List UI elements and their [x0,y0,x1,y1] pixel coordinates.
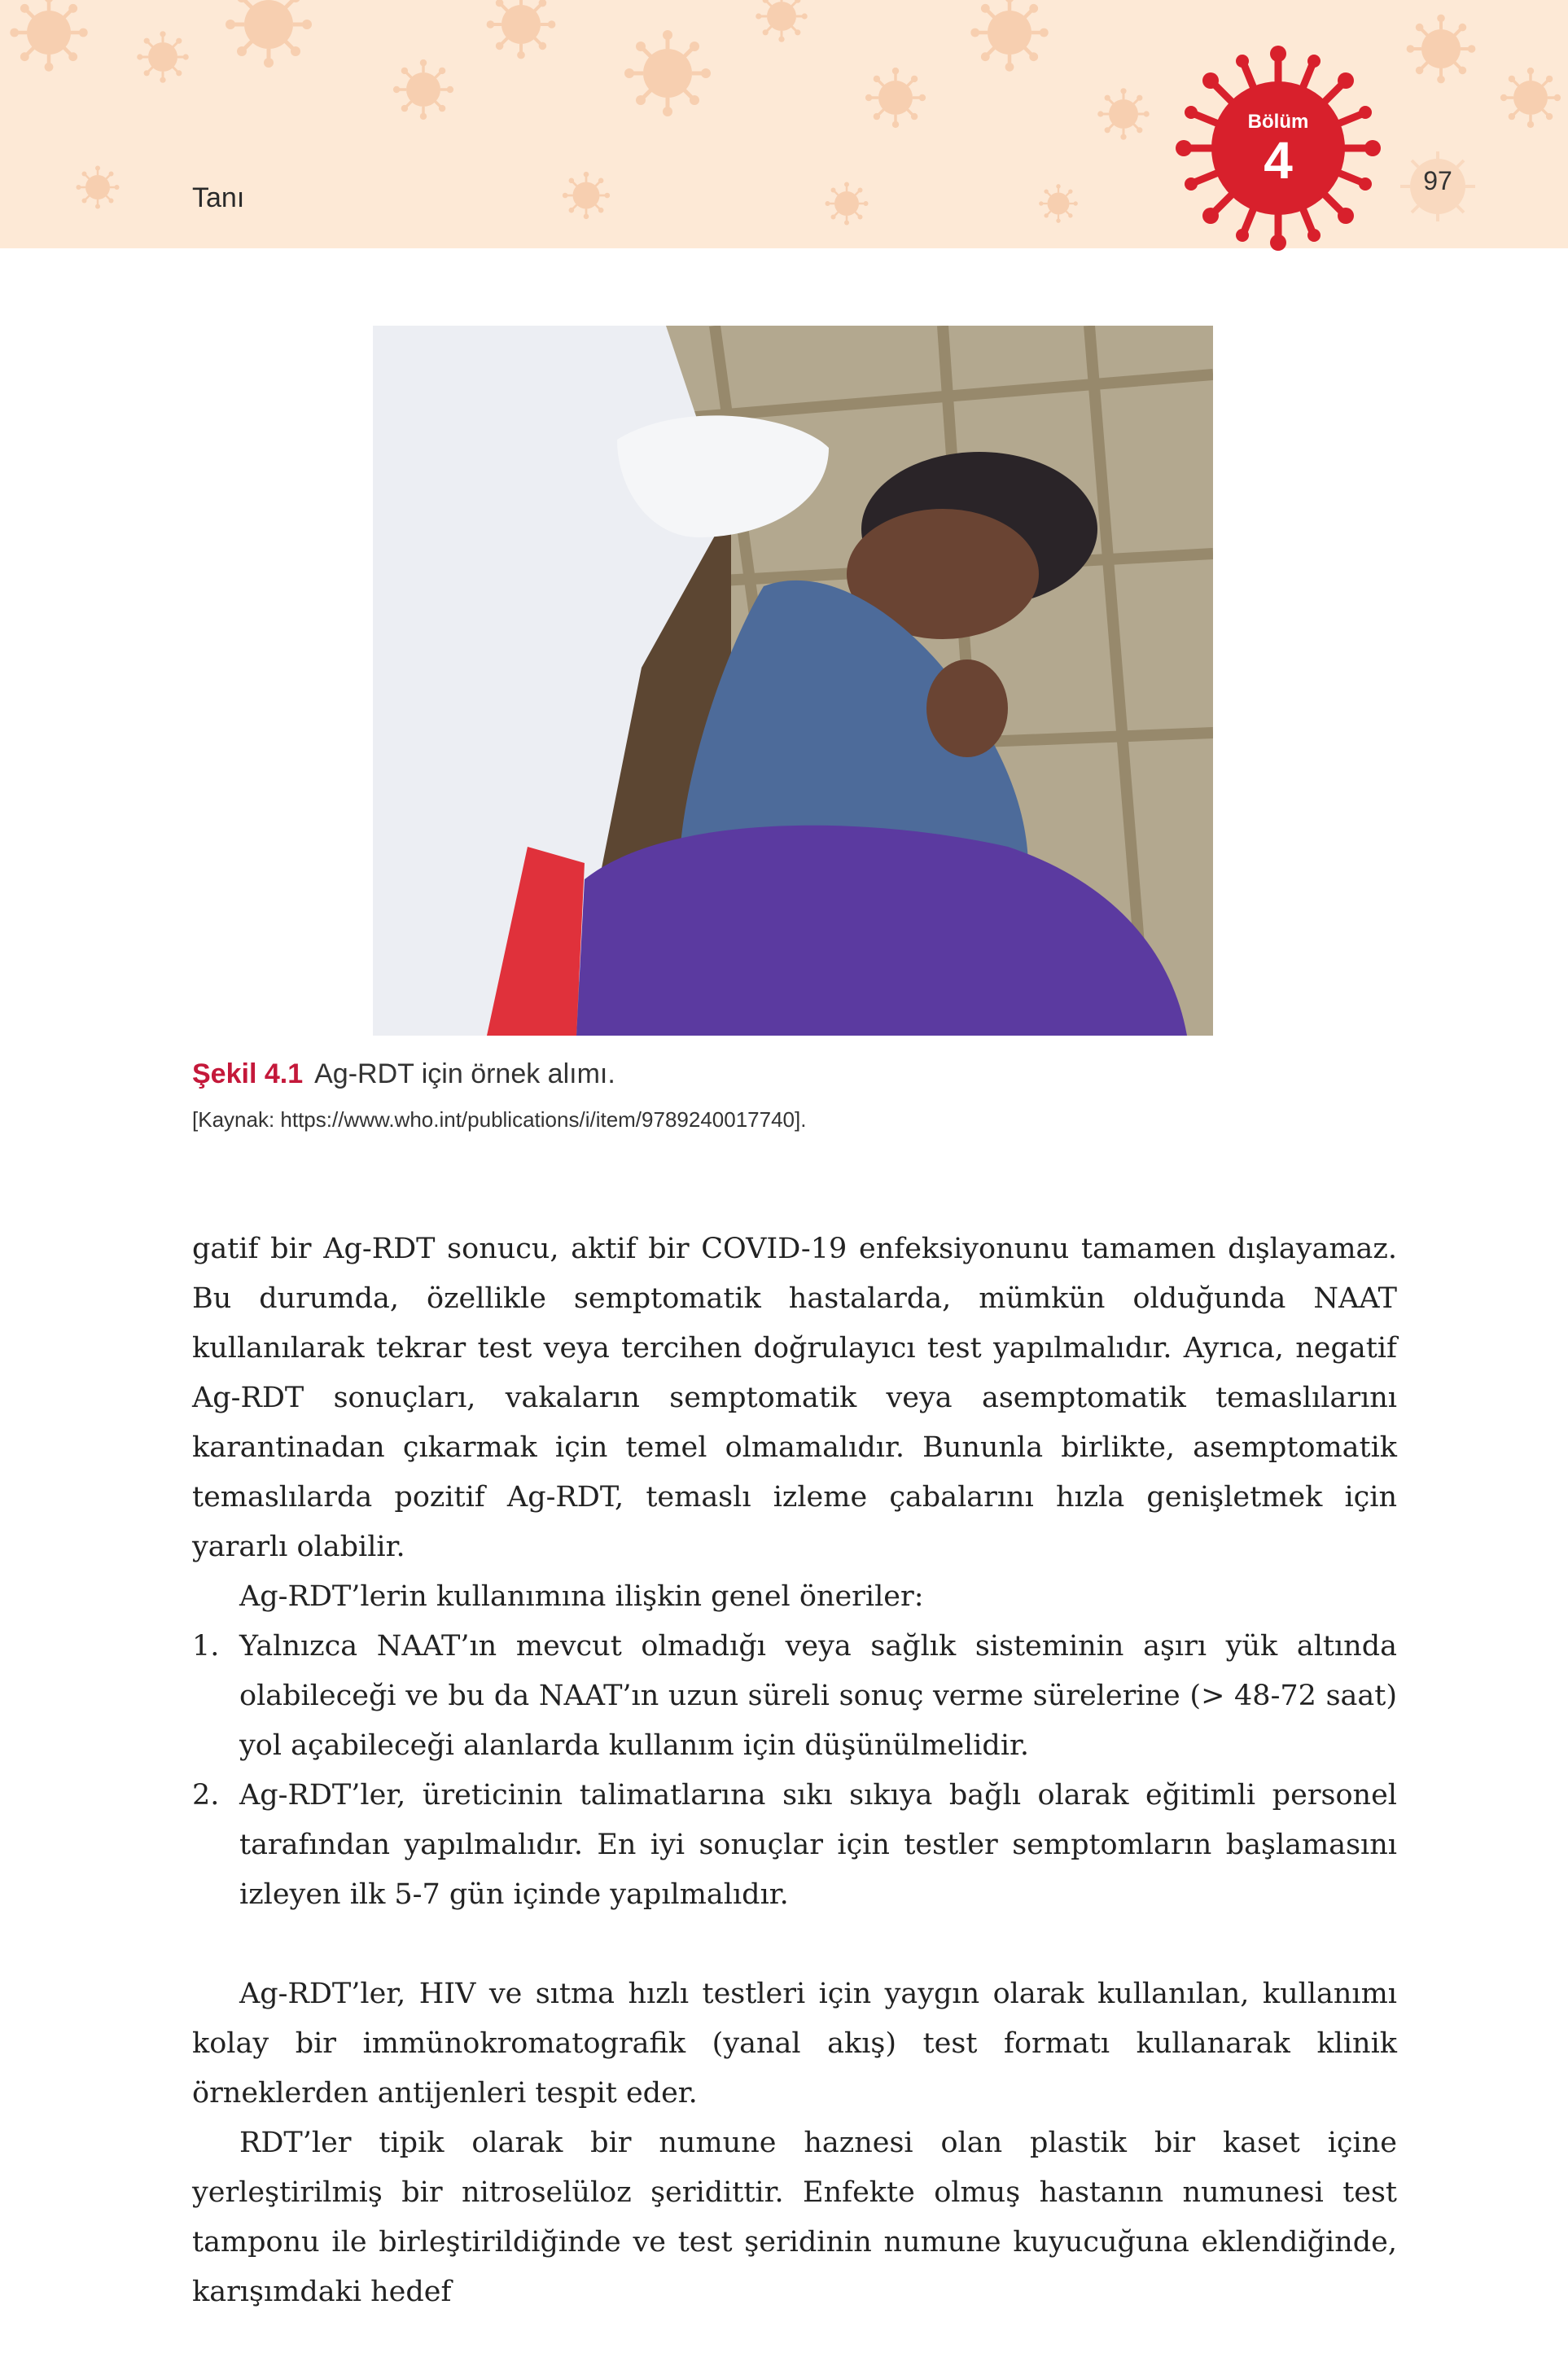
page-number: 97 [1423,166,1452,195]
paragraph: Ag-RDT’ler, HIV ve sıtma hızlı testleri için yaygın olarak kullanılan, kullanımı kolay bir immünokromatografik (yanal akış) test formatı kullanarak klinik örneklerden antijenleri tespit eder. [192,1978,1397,2110]
body-text [192,1225,1397,2317]
list-item-text: Ag-RDT’ler, üreticinin talimatlarına sıkı sıkıya bağlı olarak eğitimli personel tarafından yapılmalıdır. En iyi sonuçlar için testler semptomların başlamasını izleyen ilk 5-7 gün içinde yapılmalıdır. [239,1779,1397,1911]
list-item-text: Yalnızca NAAT’ın mevcut olmadığı veya sağlık sisteminin aşırı yük altında olabileceği ve bu da NAAT’ın uzun süreli sonuç verme sürelerine (> 48-72 saat) yol açabileceği alanlarda kullanım için düşünülmelidir. [239,1630,1397,1762]
section-title: Tanı [192,182,245,213]
swab-sampling-photo [373,326,1213,1036]
list-item [192,1622,1397,1771]
paragraph: Ag-RDT’lerin kullanımına ilişkin genel öneriler: [239,1580,924,1613]
paragraph: RDT’ler tipik olarak bir numune haznesi olan plastik bir kaset içine yerleştirilmiş bir nitroselüloz şeridittir. Enfekte olmuş hastanın numunesi test tamponu ile birleştirildiğinde ve test şeridinin numune kuyucuğuna eklendiğinde, karışımdaki hedef [192,2127,1397,2308]
figure-label: Şekil 4.1 [192,1058,304,1089]
paragraph: gatif bir Ag-RDT sonucu, aktif bir COVID-19 enfeksiyonunu tamamen dışlayamaz. Bu durumda, özellikle semptomatik hastalarda, mümkün olduğunda NAAT kullanılarak tekrar test veya tercihen doğrulayıcı test yapılmalıdır. Ayrıca, negatif Ag-RDT sonuçları, vakaların semptomatik veya asemptomatik temaslılarını karantinadan çıkarmak için temel olmamalıdır. Bununla birlikte, asemptomatik temaslılarda pozitif Ag-RDT, temaslı izleme çabalarını hızla genişletmek için yararlı olabilir. [192,1233,1397,1563]
figure-caption [192,1058,615,1090]
chapter-word: Bölüm [1247,111,1309,133]
figure-source: [Kaynak: https://www.who.int/publications/i/item/9789240017740]. [192,1107,807,1132]
figure-caption-text: Ag-RDT için örnek alımı. [314,1058,615,1089]
chapter-number: 4 [1264,131,1293,190]
recommendation-list [192,1622,1397,1920]
list-item-number: 2. [192,1779,220,1812]
list-item-number: 1. [192,1630,220,1663]
list-item [192,1771,1397,1920]
